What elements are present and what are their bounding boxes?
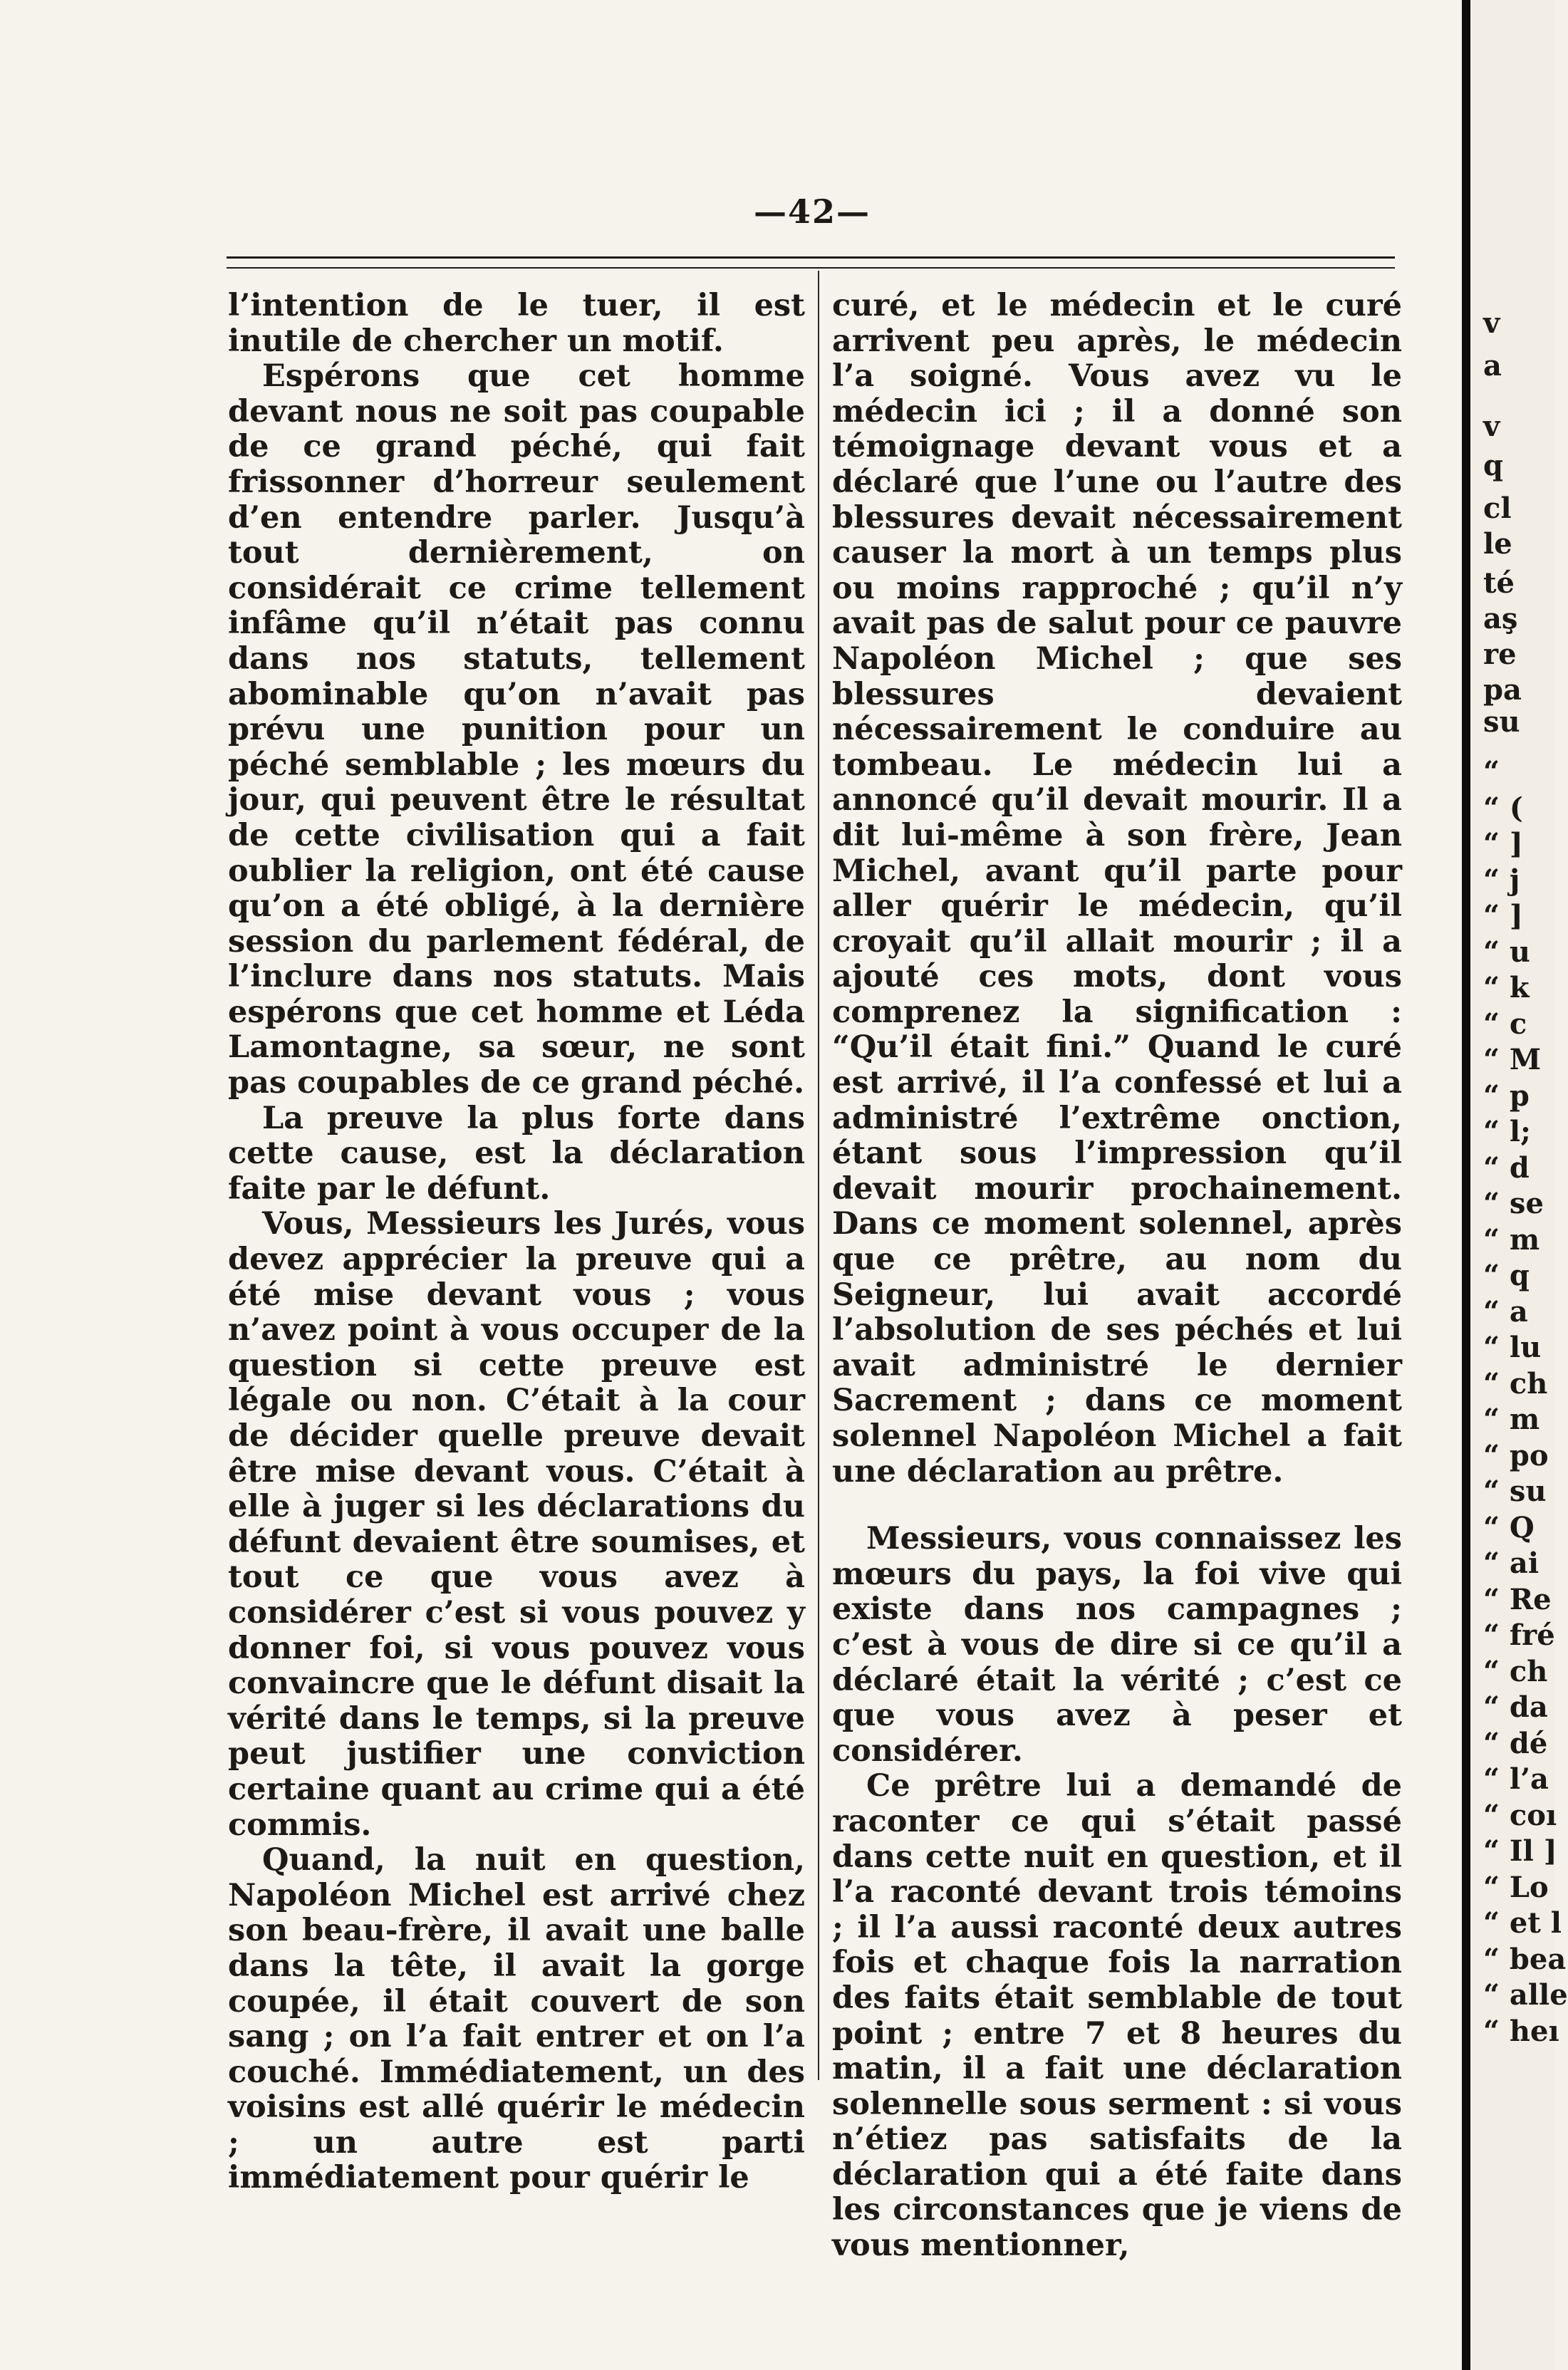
header-rule-thick: [227, 256, 1395, 259]
paragraph: l’intention de le tuer, il est inutile de chercher un motif.: [228, 288, 805, 359]
adjacent-page-line-fragment: “ alle: [1483, 1978, 1568, 2012]
adjacent-page-line-fragment: “ ]: [1483, 899, 1523, 932]
adjacent-page-line-fragment: “ et l: [1483, 1906, 1562, 1940]
adjacent-page-line-fragment: “ u: [1483, 935, 1531, 969]
paragraph: Ce prêtre lui a demandé de raconter ce qui s’était passé dans cette nuit en question, et il l’a raconté devant trois témoins ; il l’a aussi raconté deux autres fois et chaque fois la narration des faits était semblable de tout point ; entre 7 et 8 heures du matin, il a fait une déclaration solennelle sous serment : si vous n’étiez pas satisfaits de la déclaration qui a été faite dans les circonstances que je viens de vous mentionner,: [832, 1768, 1402, 2264]
adjacent-page-line-fragment: “ c: [1483, 1007, 1527, 1041]
adjacent-page-edge: [1470, 0, 1568, 2370]
adjacent-page-line-fragment: a: [1483, 349, 1502, 383]
adjacent-page-line-fragment: “ ch: [1483, 1366, 1548, 1400]
adjacent-page-line-fragment: “ fré: [1483, 1618, 1555, 1652]
paragraph: Espérons que cet homme devant nous ne soit pas coupable de ce grand péché, qui fait frissonner d’horreur seulement d’en entendre parler. Jusqu’à tout dernièrement, on considérait ce crime tellement infâme qu’il n’était pas connu dans nos statuts, tellement abominable qu’on n’avait pas prévu une punition pour un péché semblable ; les mœurs du jour, qui peuvent être le résultat de cette civilisation qui a fait oublier la religion, ont été cause qu’on a été obligé, à la dernière session du parlement fédéral, de l’inclure dans nos statuts. Mais espérons que cet homme et Léda Lamontagne, sa sœur, ne sont pas coupables de ce grand péché.: [228, 358, 805, 1101]
adjacent-page-line-fragment: “ j: [1483, 863, 1520, 897]
adjacent-page-line-fragment: “ p: [1483, 1079, 1530, 1113]
adjacent-page-line-fragment: v: [1483, 306, 1500, 340]
adjacent-page-line-fragment: “ Re: [1483, 1582, 1552, 1616]
adjacent-page-line-fragment: “ l;: [1483, 1115, 1531, 1148]
adjacent-page-line-fragment: “ su: [1483, 1475, 1547, 1508]
page-number: —42—: [753, 192, 871, 231]
adjacent-page-line-fragment: le: [1483, 527, 1512, 561]
adjacent-page-line-fragment: té: [1483, 566, 1515, 600]
adjacent-page-line-fragment: “ q: [1483, 1259, 1530, 1292]
adjacent-page-line-fragment: “ po: [1483, 1438, 1549, 1472]
adjacent-page-line-fragment: “ dé: [1483, 1726, 1548, 1760]
adjacent-page-line-fragment: “ a: [1483, 1294, 1528, 1329]
adjacent-page-line-fragment: “ se: [1483, 1187, 1544, 1220]
adjacent-page-line-fragment: “ ]: [1483, 827, 1523, 861]
adjacent-page-line-fragment: “ d: [1483, 1150, 1530, 1185]
adjacent-page-line-fragment: “ bea: [1483, 1942, 1567, 1976]
adjacent-page-line-fragment: q: [1483, 449, 1503, 482]
adjacent-page-line-fragment: aş: [1483, 602, 1518, 635]
text-column-left: [228, 288, 805, 2196]
adjacent-page-line-fragment: “ l’a: [1483, 1762, 1549, 1796]
adjacent-page-line-fragment: su: [1483, 705, 1520, 739]
adjacent-page-line-fragment: “ Lo: [1483, 1870, 1549, 1904]
text-column-right: [832, 288, 1402, 2264]
paragraph: Messieurs, vous connaissez les mœurs du pays, la foi vive qui existe dans nos campagnes ; c’est à vous de dire si ce qu’il a déclaré était la vérité ; c’est ce que vous avez à peser et considérer.: [832, 1521, 1402, 1769]
paragraph: curé, et le médecin et le curé arrivent peu après, le médecin l’a soigné. Vous avez vu le médecin ici ; il a donné son témoignage devant vous et a déclaré que l’une ou l’autre des blessures devait nécessairement causer la mort à un temps plus ou moins rapproché ; qu’il n’y avait pas de salut pour ce pauvre Napoléon Michel ; que ses blessures devaient nécessairement le conduire au tombeau. Le médecin lui a annoncé qu’il devait mourir. Il a dit lui-même à son frère, Jean Michel, avant qu’il parte pour aller quérir le médecin, qu’il croyait qu’il allait mourir ; il a ajouté ces mots, dont vous comprenez la signification : “Qu’il était fini.” Quand le curé est arrivé, il l’a confessé et lui a administré l’extrême onction, étant sous l’impression qu’il devait mourir prochainement. Dans ce moment solennel, après que ce prêtre, au nom du Seigneur, lui avait accordé l’absolution de ses péchés et lui avait administré le dernier Sacrement ; dans ce moment solennel Napoléon Michel a fait une déclaration au prêtre.: [832, 288, 1402, 1490]
adjacent-page-line-fragment: pa: [1483, 673, 1522, 707]
adjacent-page-line-fragment: “ heı: [1483, 2014, 1559, 2048]
paragraph: La preuve la plus forte dans cette cause, est la déclaration faite par le défunt.: [228, 1100, 805, 1207]
adjacent-page-line-fragment: “ coı: [1483, 1798, 1557, 1832]
column-divider: [818, 271, 819, 2080]
adjacent-page-line-fragment: “: [1483, 755, 1500, 789]
adjacent-page-line-fragment: v: [1483, 410, 1500, 443]
adjacent-page-line-fragment: “ ai: [1483, 1547, 1540, 1580]
adjacent-page-line-fragment: “ m: [1483, 1403, 1540, 1436]
paragraph: Vous, Messieurs les Jurés, vous devez apprécier la preuve qui a été mise devant vous ; vous n’avez point à vous occuper de la question si cette preuve est légale ou non. C’était à la cour de décider quelle preuve devait être mise devant vous. C’était à elle à juger si les déclarations du défunt devaient être soumises, et tout ce que vous avez à considérer c’est si vous pouvez y donner foi, si vous pouvez vous convaincre que le défunt disait la vérité dans le temps, si la preuve peut justifier une conviction certaine quant au crime qui a été commis.: [228, 1206, 805, 1843]
header-rule-thin: [227, 267, 1395, 269]
adjacent-page-line-fragment: cl: [1483, 492, 1512, 525]
adjacent-page-line-fragment: “ lu: [1483, 1331, 1542, 1364]
adjacent-page-line-fragment: re: [1483, 638, 1517, 671]
adjacent-page-line-fragment: “ m: [1483, 1222, 1540, 1257]
book-gutter: [1462, 0, 1470, 2370]
adjacent-page-line-fragment: “ Q: [1483, 1510, 1535, 1544]
adjacent-page-line-fragment: “ k: [1483, 971, 1530, 1004]
adjacent-page-line-fragment: “ M: [1483, 1043, 1542, 1076]
adjacent-page-line-fragment: “ Il ]: [1483, 1834, 1557, 1868]
adjacent-page-line-fragment: “ (: [1483, 791, 1523, 825]
adjacent-page-line-fragment: “ ch: [1483, 1654, 1548, 1688]
adjacent-page-line-fragment: “ da: [1483, 1690, 1548, 1724]
paragraph: Quand, la nuit en question, Napoléon Michel est arrivé chez son beau-frère, il avait une balle dans la tête, il avait la gorge coupée, il était couvert de son sang ; on l’a fait entrer et on l’a couché. Immédiatement, un des voisins est allé quérir le médecin ; un autre est parti immédiatement pour quérir le: [228, 1842, 805, 2196]
